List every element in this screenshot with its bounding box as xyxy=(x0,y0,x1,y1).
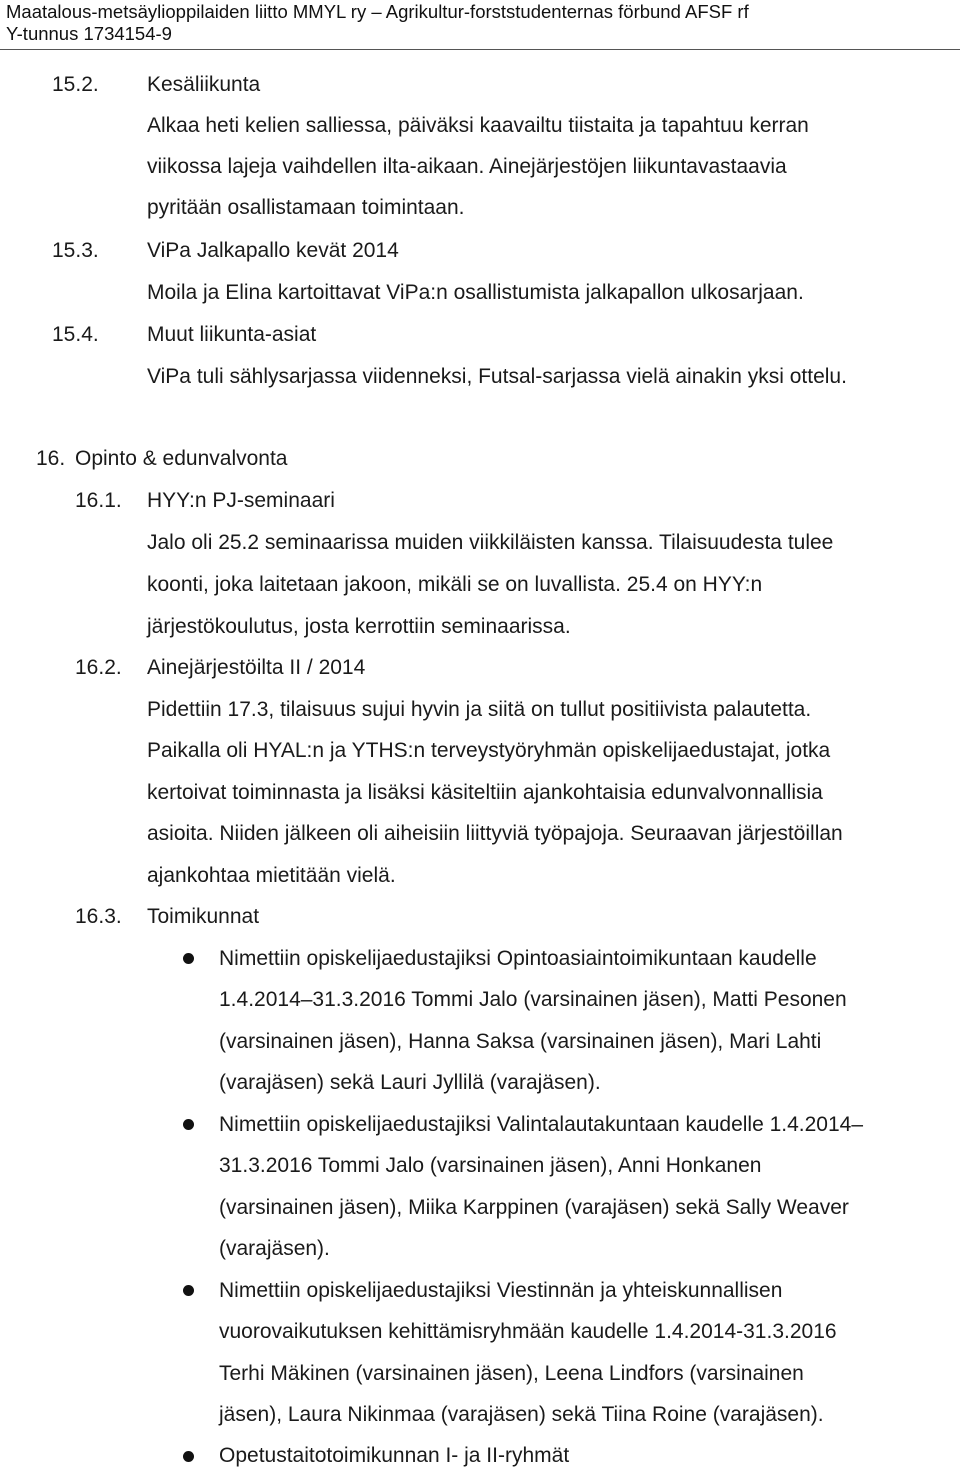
paragraph-line: Pidettiin 17.3, tilaisuus sujui hyvin ja siitä on tullut positiivista palautetta. xyxy=(147,698,812,721)
section-title: ViPa Jalkapallo kevät 2014 xyxy=(147,239,399,262)
list-item-line: (varsinainen jäsen), Hanna Saksa (varsinainen jäsen), Mari Lahti xyxy=(219,1030,822,1053)
paragraph-line: Alkaa heti kelien salliessa, päiväksi kaavailtu tiistaita ja tapahtuu kerran xyxy=(147,114,809,137)
list-item-line: 31.3.2016 Tommi Jalo (varsinainen jäsen), Anni Honkanen xyxy=(219,1154,762,1177)
paragraph-line: Jalo oli 25.2 seminaarissa muiden viikkiläisten kanssa. Tilaisuudesta tulee xyxy=(147,531,834,554)
section-number: 15.3. xyxy=(52,239,99,262)
list-item-line: (varajäsen). xyxy=(219,1237,330,1260)
header-organization: Maatalous-metsäylioppilaiden liitto MMYL ry – Agrikultur-forststudenternas förbund AFSF rf xyxy=(6,1,749,22)
paragraph-line: pyritään osallistamaan toimintaan. xyxy=(147,196,465,219)
section-number: 15.2. xyxy=(52,73,99,96)
list-item-line: (varsinainen jäsen), Miika Karppinen (varajäsen) sekä Sally Weaver xyxy=(219,1196,849,1219)
paragraph-line: ViPa tuli sählysarjassa viidenneksi, Futsal-sarjassa vielä ainakin yksi ottelu. xyxy=(147,365,847,388)
section-title: Opinto & edunvalvonta xyxy=(75,447,288,470)
list-item-line: Nimettiin opiskelijaedustajiksi Opintoasiaintoimikuntaan kaudelle xyxy=(219,947,817,970)
list-item-line: (varajäsen) sekä Lauri Jyllilä (varajäsen). xyxy=(219,1071,601,1094)
header-divider xyxy=(0,49,960,50)
section-number: 16.1. xyxy=(75,489,122,512)
paragraph-line: viikossa lajeja vaihdellen ilta-aikaan. Ainejärjestöjen liikuntavastaavia xyxy=(147,155,787,178)
paragraph-line: kertoivat toiminnasta ja lisäksi käsiteltiin ajankohtaisia edunvalvonnallisia xyxy=(147,781,823,804)
section-number: 16.3. xyxy=(75,905,122,928)
list-item-line: Opetustaitotoimikunnan I- ja II-ryhmät xyxy=(219,1444,570,1467)
list-item-line: vuorovaikutuksen kehittämisryhmään kaudelle 1.4.2014-31.3.2016 xyxy=(219,1320,837,1343)
list-item-line: 1.4.2014–31.3.2016 Tommi Jalo (varsinainen jäsen), Matti Pesonen xyxy=(219,988,847,1011)
section-title: Ainejärjestöilta II / 2014 xyxy=(147,656,366,679)
list-item-line: Terhi Mäkinen (varsinainen jäsen), Leena Lindfors (varsinainen xyxy=(219,1362,804,1385)
paragraph-line: koonti, joka laitetaan jakoon, mikäli se on luvallista. 25.4 on HYY:n xyxy=(147,573,763,596)
section-number: 16. xyxy=(36,447,66,470)
section-title: Toimikunnat xyxy=(147,905,260,928)
section-number: 16.2. xyxy=(75,656,122,679)
bullet-icon xyxy=(183,1119,194,1130)
section-title: HYY:n PJ-seminaari xyxy=(147,489,335,512)
paragraph-line: asioita. Niiden jälkeen oli aiheisiin liittyviä työpajoja. Seuraavan järjestöillan xyxy=(147,822,843,845)
bullet-icon xyxy=(183,1451,194,1462)
section-title: Muut liikunta-asiat xyxy=(147,323,317,346)
paragraph-line: ajankohtaa mietitään vielä. xyxy=(147,864,396,887)
paragraph-line: Moila ja Elina kartoittavat ViPa:n osallistumista jalkapallon ulkosarjaan. xyxy=(147,281,804,304)
list-item-line: Nimettiin opiskelijaedustajiksi Valintalautakuntaan kaudelle 1.4.2014– xyxy=(219,1113,864,1136)
header-business-id: Y-tunnus 1734154-9 xyxy=(6,23,172,44)
section-title: Kesäliikunta xyxy=(147,73,261,96)
section-number: 15.4. xyxy=(52,323,99,346)
paragraph-line: Paikalla oli HYAL:n ja YTHS:n terveystyöryhmän opiskelijaedustajat, jotka xyxy=(147,739,831,762)
list-item-line: Nimettiin opiskelijaedustajiksi Viestinnän ja yhteiskunnallisen xyxy=(219,1279,783,1302)
paragraph-line: järjestökoulutus, josta kerrottiin seminaarissa. xyxy=(147,615,571,638)
bullet-icon xyxy=(183,953,194,964)
list-item-line: jäsen), Laura Nikinmaa (varajäsen) sekä Tiina Roine (varajäsen). xyxy=(219,1403,824,1426)
bullet-icon xyxy=(183,1285,194,1296)
